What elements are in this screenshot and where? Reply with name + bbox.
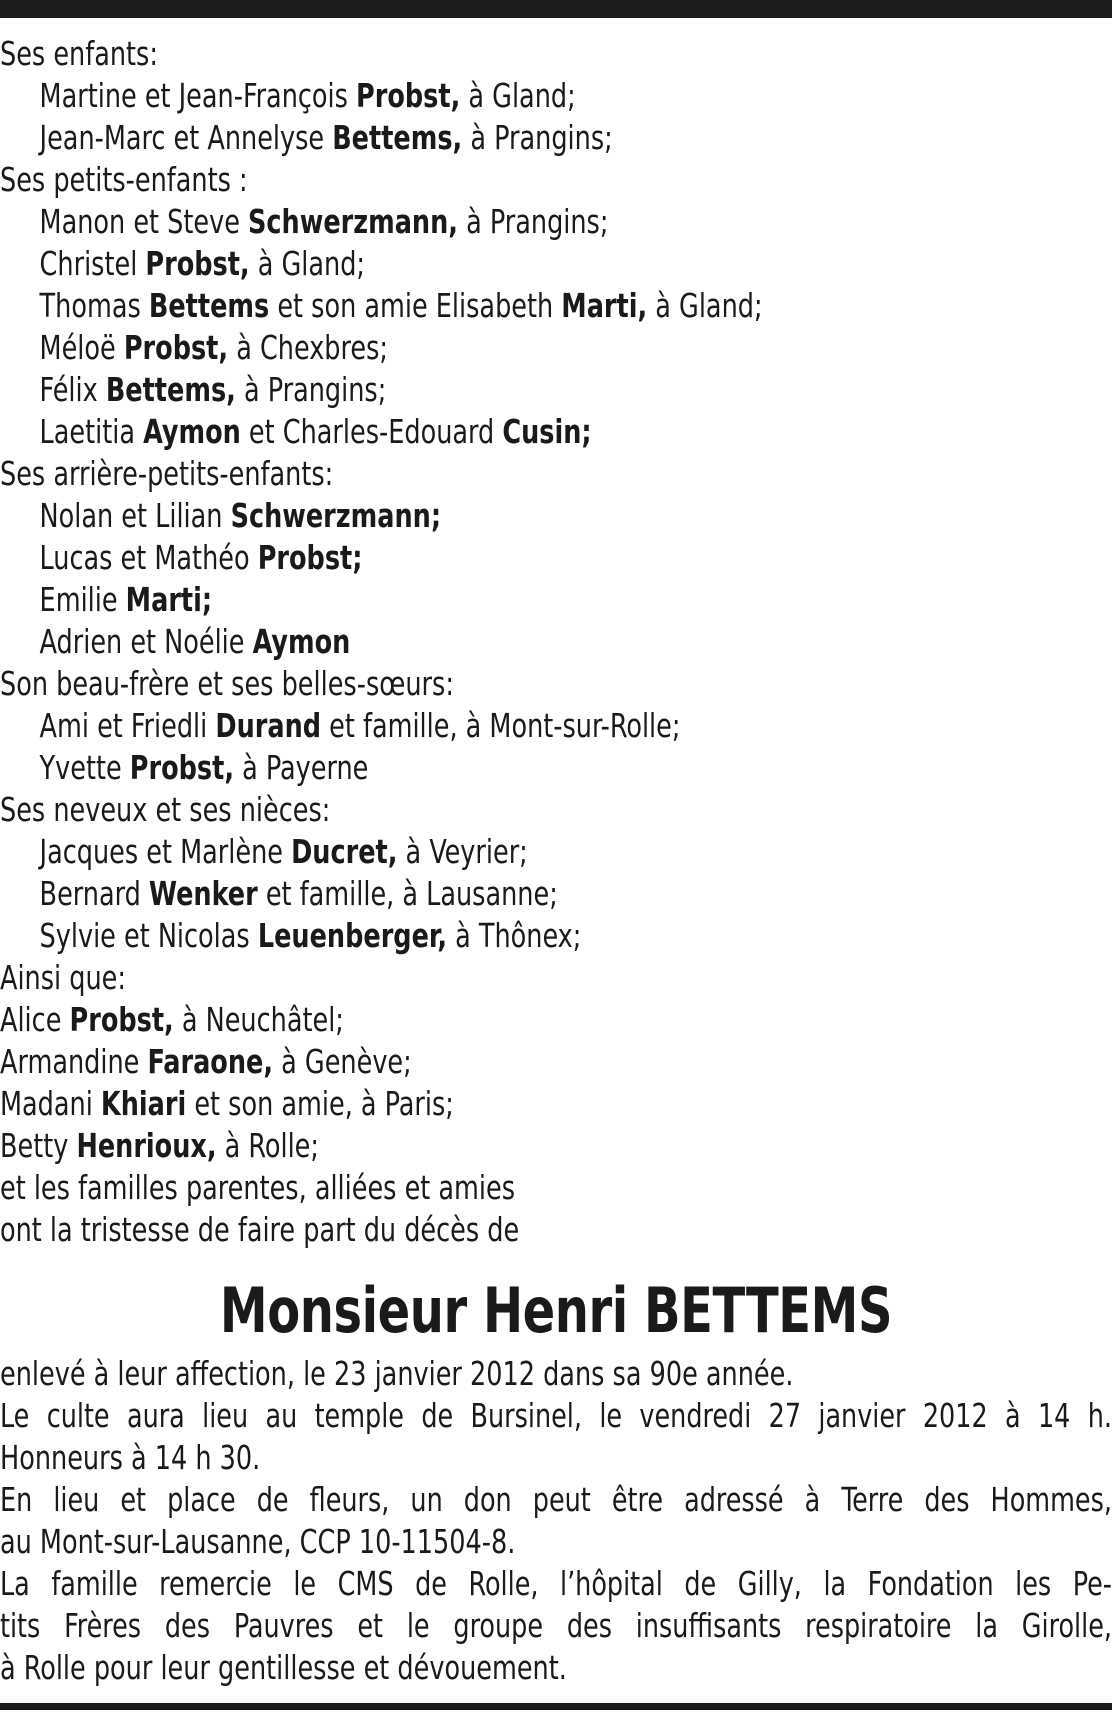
- surname: Cusin;: [502, 412, 592, 451]
- relative-entry: Madani Khiari et son amie, à Paris;: [0, 1084, 454, 1123]
- relative-entry: Thomas Bettems et son amie Elisabeth Marti, à Gland;: [39, 286, 763, 325]
- surname: Khiari: [100, 1084, 187, 1123]
- relative-entry: Ami et Friedli Durand et famille, à Mont-sur-Rolle;: [39, 706, 681, 745]
- surname: Probst,: [129, 748, 235, 787]
- relative-entry: Adrien et Noélie Aymon: [39, 622, 351, 661]
- detail-line: Le culte aura lieu au temple de Bursinel, le vendredi 27 janvier 2012 à 14 h.: [0, 1396, 1112, 1435]
- surname: Ducret,: [291, 832, 398, 871]
- surname: Probst,: [69, 1000, 174, 1039]
- relative-entry: Emilie Marti;: [39, 580, 213, 619]
- surname: Aymon: [143, 412, 241, 451]
- surname: Bettems: [148, 286, 270, 325]
- relative-entry: Lucas et Mathéo Probst;: [39, 538, 363, 577]
- surname: Probst,: [123, 328, 229, 367]
- relative-entry: Nolan et Lilian Schwerzmann;: [39, 496, 442, 535]
- section-heading: Son beau-frère et ses belles-sœurs:: [0, 664, 454, 703]
- detail-line: Honneurs à 14 h 30.: [0, 1438, 261, 1477]
- surname: Durand: [215, 706, 322, 745]
- relative-entry: Martine et Jean-François Probst, à Gland;: [39, 76, 576, 115]
- surname: Wenker: [148, 874, 258, 913]
- surname: Probst,: [145, 244, 250, 283]
- relative-entry: Bernard Wenker et famille, à Lausanne;: [39, 874, 558, 913]
- closing-line: ont la tristesse de faire part du décès de: [0, 1210, 520, 1249]
- section-heading: Ainsi que:: [0, 958, 126, 997]
- obituary-notice: [0, 33, 1112, 1689]
- surname: Probst;: [257, 538, 363, 577]
- surname: Marti;: [125, 580, 213, 619]
- surname: Marti,: [561, 286, 648, 325]
- relative-entry: Jean-Marc et Annelyse Bettems, à Prangins;: [39, 118, 613, 157]
- relative-entry: Jacques et Marlène Ducret, à Veyrier;: [39, 832, 528, 871]
- surname: Leuenberger,: [257, 916, 448, 955]
- surname: Faraone,: [147, 1042, 274, 1081]
- deceased-name: Monsieur Henri BETTEMS: [219, 1274, 893, 1347]
- relative-entry: Félix Bettems, à Prangins;: [39, 370, 387, 409]
- top-rule: [0, 0, 1112, 18]
- surname: Henrioux,: [76, 1126, 217, 1165]
- relative-entry: Christel Probst, à Gland;: [39, 244, 366, 283]
- detail-line: tits Frères des Pauvres et le groupe des insuffisants respiratoire la Girolle,: [0, 1606, 1112, 1645]
- section-heading: Ses petits-enfants :: [0, 160, 248, 199]
- relative-entry: Yvette Probst, à Payerne: [39, 748, 369, 787]
- detail-line: à Rolle pour leur gentillesse et dévouement.: [0, 1648, 567, 1687]
- relative-entry: Méloë Probst, à Chexbres;: [39, 328, 389, 367]
- surname: Schwerzmann,: [248, 202, 458, 241]
- surname: Bettems,: [332, 118, 463, 157]
- relative-entry: Sylvie et Nicolas Leuenberger, à Thônex;: [39, 916, 582, 955]
- section-heading: Ses arrière-petits-enfants:: [0, 454, 334, 493]
- detail-line: enlevé à leur affection, le 23 janvier 2012 dans sa 90e année.: [0, 1354, 794, 1393]
- section-heading: Ses neveux et ses nièces:: [0, 790, 331, 829]
- detail-line: La famille remercie le CMS de Rolle, l’hôpital de Gilly, la Fondation les Pe-: [0, 1564, 1112, 1603]
- section-heading: Ses enfants:: [0, 34, 158, 73]
- bottom-rule: [0, 1703, 1112, 1710]
- surname: Bettems,: [105, 370, 236, 409]
- relative-entry: Armandine Faraone, à Genève;: [0, 1042, 412, 1081]
- surname: Probst,: [356, 76, 461, 115]
- relative-entry: Laetitia Aymon et Charles-Edouard Cusin;: [39, 412, 592, 451]
- detail-line: En lieu et place de fleurs, un don peut être adressé à Terre des Hommes,: [0, 1480, 1112, 1519]
- relative-entry: Manon et Steve Schwerzmann, à Prangins;: [39, 202, 609, 241]
- closing-line: et les familles parentes, alliées et amies: [0, 1168, 516, 1207]
- surname: Aymon: [252, 622, 351, 661]
- surname: Schwerzmann;: [230, 496, 442, 535]
- detail-line: au Mont-sur-Lausanne, CCP 10-11504-8.: [0, 1522, 516, 1561]
- relative-entry: Alice Probst, à Neuchâtel;: [0, 1000, 344, 1039]
- relative-entry: Betty Henrioux, à Rolle;: [0, 1126, 320, 1165]
